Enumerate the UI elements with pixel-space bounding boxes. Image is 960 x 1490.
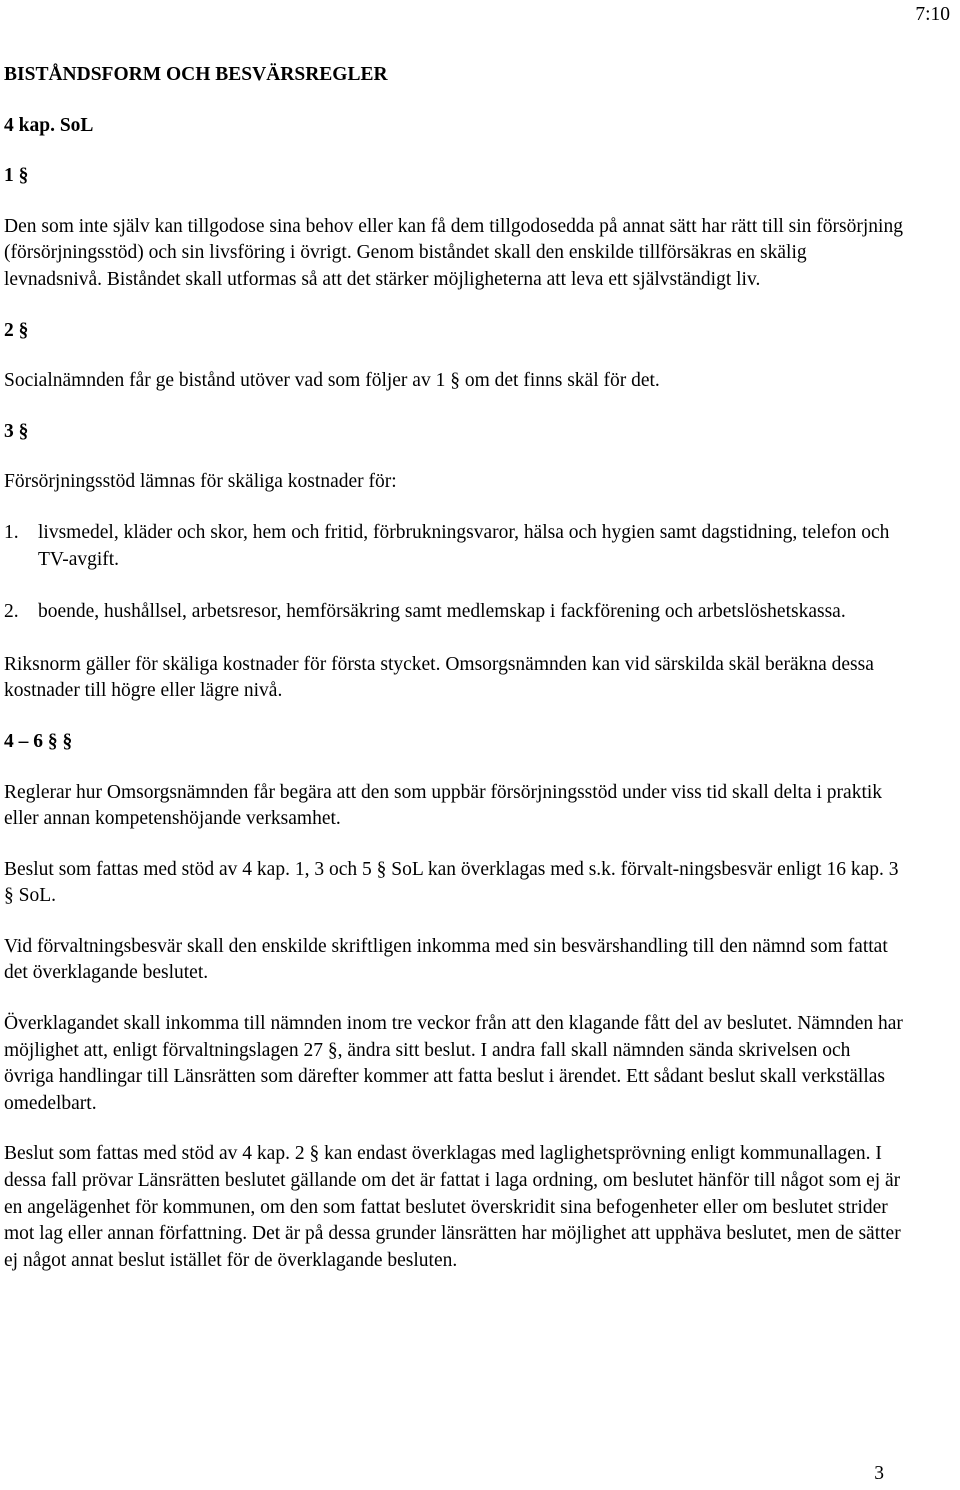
- list-item-text: boende, hushållsel, arbetsresor, hemförsäkring samt medlemskap i fackförening och arbetslöshetskassa.: [38, 601, 846, 623]
- section-1-text: Den som inte själv kan tillgodose sina behov eller kan få dem tillgodosedda på annat sätt har rätt till sin försörjning (försörjningsstöd) och sin livsföring i övrigt. Genom biståndet skall den enskilde tillförsäkras en skälig levnadsnivå. Biståndet skall utformas så att det stärker möjligheterna att leva ett självständigt liv.: [4, 215, 903, 290]
- appeal-paragraph-2: Vid förvaltningsbesvär skall den enskilde skriftligen inkomma med sin besvärshandling till den nämnd som fattat det överklagande beslutet.: [4, 935, 888, 984]
- document-title: BISTÅNDSFORM OCH BESVÄRSREGLER: [4, 64, 388, 85]
- page-number: 3: [874, 1463, 884, 1485]
- page-time-label: 7:10: [915, 4, 950, 25]
- list-item: [4, 599, 904, 626]
- appeal-paragraph-3: Överklagandet skall inkomma till nämnden inom tre veckor från att den klagande fått del av beslutet. Nämnden har möjlighet att, enligt förvaltningslagen 27 §, ändra sitt beslut. I andra fall skall nämnden sända skrivelsen och övriga handlingar till Länsrätten som därefter kommer att fatta beslut i ärendet. Ett sådant beslut skall verkställas omedelbart.: [4, 1013, 903, 1114]
- list-item-text: livsmedel, kläder och skor, hem och fritid, förbrukningsvaror, hälsa och hygien samt dagstidning, telefon och TV-avgift.: [38, 521, 890, 570]
- section-1-heading: 1 §: [4, 165, 29, 187]
- document-body: [4, 62, 904, 1298]
- section-4-6-text: Reglerar hur Omsorgsnämnden får begära att den som uppbär försörjningsstöd under viss tid skall delta i praktik eller annan kompetenshöjande verksamhet.: [4, 781, 883, 830]
- section-2-heading: 2 §: [4, 319, 29, 341]
- list-item-number: 2.: [4, 601, 19, 623]
- list-item-number: 1.: [4, 521, 19, 543]
- appeal-paragraph-4: Beslut som fattas med stöd av 4 kap. 2 § kan endast överklagas med laglighetsprövning enligt kommunallagen. I dessa fall prövar Länsrätten beslutet gällande om det är fattat i laga ordning, om beslutet hänför till något som ej är en angelägenhet för kommunen, om den som fattat beslutet överskridit sina befogenheter eller om beslutet strider mot lag eller annan författning. Det är på dessa grunder länsrätten har möjlighet att upphäva beslutet, men de sätter ej något annat beslut istället för de överklagande besluten.: [4, 1143, 901, 1271]
- section-2-text: Socialnämnden får ge bistånd utöver vad som följer av 1 § om det finns skäl för det.: [4, 370, 660, 392]
- section-3-note: Riksnorm gäller för skäliga kostnader för första stycket. Omsorgsnämnden kan vid särskilda skäl beräkna dessa kostnader till högre eller lägre nivå.: [4, 653, 874, 702]
- section-3-intro: Försörjningsstöd lämnas för skäliga kostnader för:: [4, 471, 397, 493]
- section-3-heading: 3 §: [4, 420, 29, 442]
- section-4-6-heading: 4 – 6 § §: [4, 730, 73, 752]
- chapter-label: 4 kap. SoL: [4, 114, 94, 136]
- list-item: [4, 520, 904, 573]
- appeal-paragraph-1: Beslut som fattas med stöd av 4 kap. 1, 3 och 5 § SoL kan överklagas med s.k. förvalt-ningsbesvär enligt 16 kap. 3 § SoL.: [4, 858, 899, 907]
